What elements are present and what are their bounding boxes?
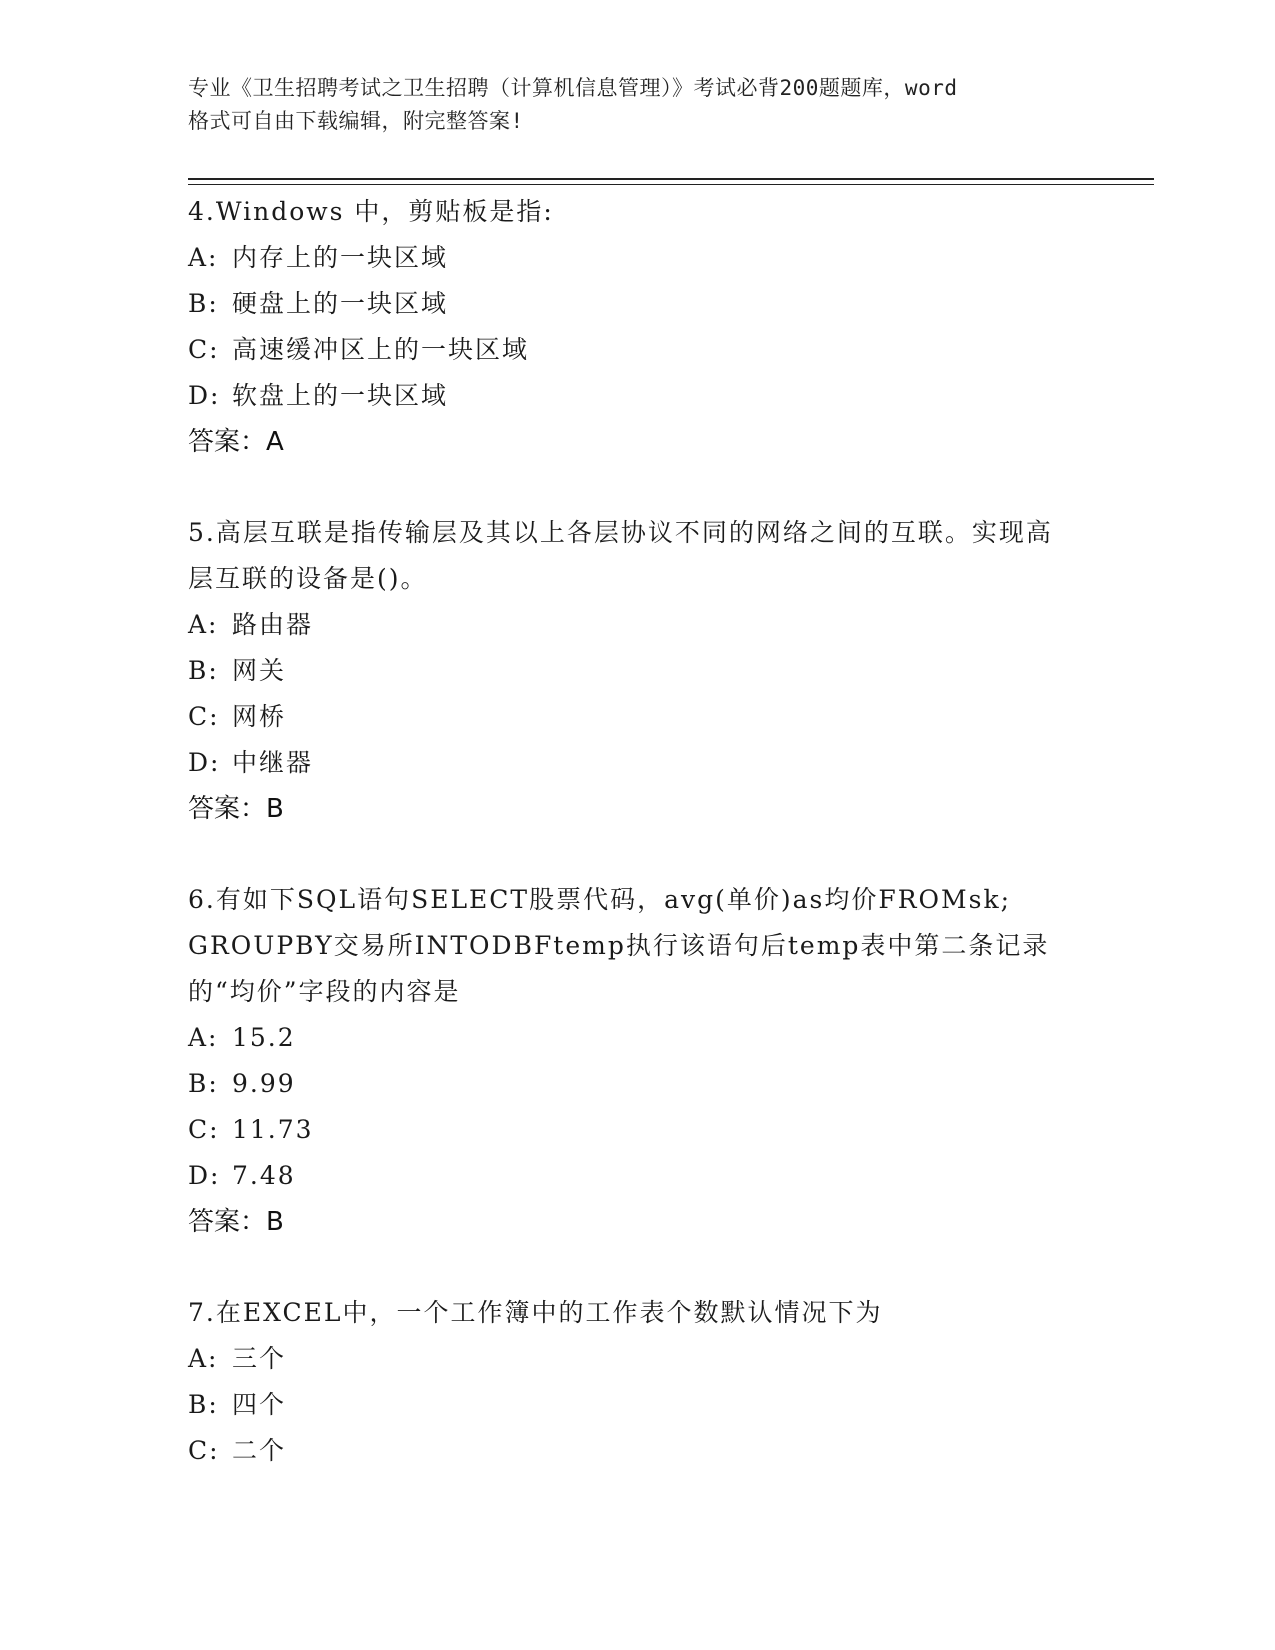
question-7 [188,1290,1088,1474]
option-a [188,1336,1088,1382]
option-c [188,327,1088,373]
question-6 [188,877,1088,1245]
option-b [188,1061,1088,1107]
option-c [188,694,1088,740]
option-text: 高速缓冲区上的一块区域 [232,335,530,364]
option-text: 三个 [232,1344,287,1373]
option-d [188,373,1088,419]
question-stem: 6.有如下SQL语句SELECT股票代码，avg(单价)as均价FROMsk; GROUPBY交易所INTODBFtemp执行该语句后temp表中第二条记录的“均价”字段的内容是 [188,885,1050,1006]
option-c [188,1428,1088,1474]
question-list [188,189,1088,1519]
question-stem: 4.Windows 中，剪贴板是指: [188,197,554,226]
option-b [188,648,1088,694]
option-key: D: [188,748,221,777]
question-stem: 7.在EXCEL中，一个工作簿中的工作表个数默认情况下为 [188,1298,883,1327]
option-text: 路由器 [232,610,314,639]
option-text: 7.48 [232,1161,296,1190]
option-key: D: [188,381,221,410]
option-text: 15.2 [232,1023,296,1052]
question-4 [188,189,1088,465]
header-divider-thick [188,178,1154,180]
option-key: A: [188,243,219,272]
option-text: 内存上的一块区域 [232,243,449,272]
question-5 [188,510,1088,832]
answer-label: 答案：B [188,794,284,824]
option-text: 9.99 [232,1069,296,1098]
option-key: C: [188,1115,220,1144]
option-key: C: [188,335,220,364]
option-key: B: [188,656,219,685]
option-key: A: [188,1023,219,1052]
option-a [188,602,1088,648]
option-text: 二个 [232,1436,287,1465]
option-key: B: [188,1390,219,1419]
option-key: C: [188,702,220,731]
option-key: B: [188,289,219,318]
option-d [188,1153,1088,1199]
option-text: 软盘上的一块区域 [232,381,449,410]
document-header [188,72,1088,138]
option-key: C: [188,1436,220,1465]
option-text: 网桥 [232,702,287,731]
question-stem: 5.高层互联是指传输层及其以上各层协议不同的网络之间的互联。实现高层互联的设备是()。 [188,518,1053,593]
option-key: B: [188,1069,219,1098]
option-text: 网关 [232,656,287,685]
option-text: 硬盘上的一块区域 [232,289,449,318]
option-key: A: [188,1344,219,1373]
option-a [188,1015,1088,1061]
option-a [188,235,1088,281]
answer-label: 答案：A [188,427,284,457]
option-key: D: [188,1161,221,1190]
option-key: A: [188,610,219,639]
option-text: 四个 [232,1390,287,1419]
option-b [188,281,1088,327]
option-b [188,1382,1088,1428]
header-line-2: 格式可自由下载编辑，附完整答案! [188,109,524,133]
option-text: 11.73 [232,1115,314,1144]
option-d [188,740,1088,786]
option-text: 中继器 [232,748,314,777]
answer-label: 答案：B [188,1207,284,1237]
option-c [188,1107,1088,1153]
header-divider-thin [188,184,1154,185]
header-line-1: 专业《卫生招聘考试之卫生招聘（计算机信息管理）》考试必背200题题库，word [188,76,958,100]
